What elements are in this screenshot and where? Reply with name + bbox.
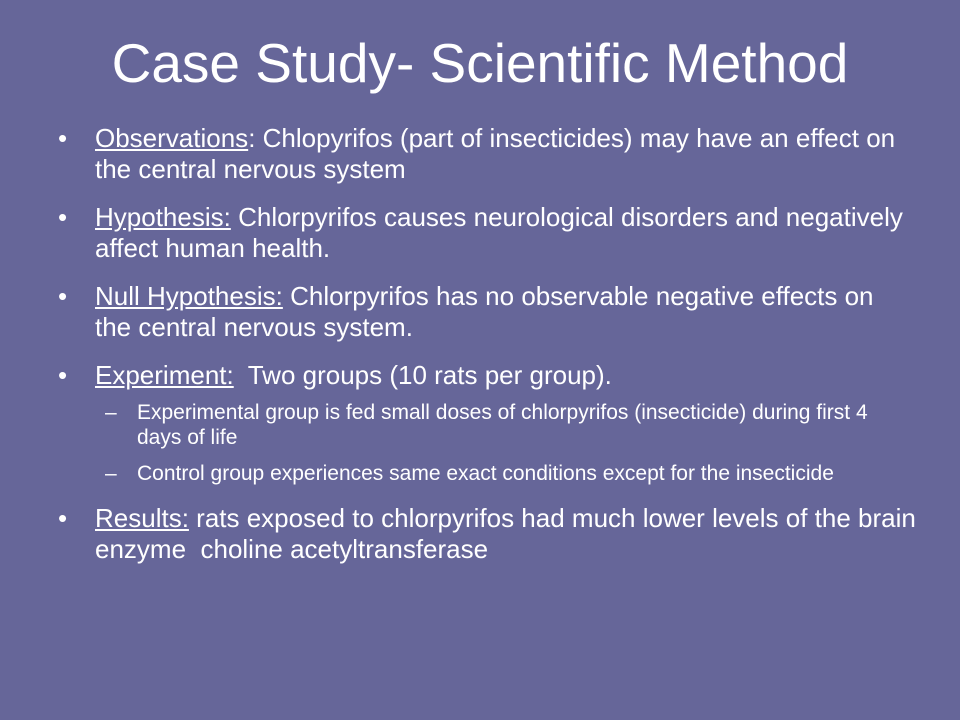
- bullet-text: Chlorpyrifos has no observable negative effects on the central nervous system.: [95, 281, 874, 342]
- bullet-separator: [283, 281, 290, 311]
- bullet-dot-icon: •: [58, 281, 68, 311]
- slide-title: Case Study- Scientific Method: [111, 32, 849, 94]
- bullet-label: Results:: [95, 503, 189, 533]
- bullet-text: rats exposed to chlorpyrifos had much lower levels of the brain enzyme choline acetyltransferase: [95, 503, 924, 564]
- bullet-dot-icon: •: [58, 503, 68, 533]
- bullet-dot-icon: •: [58, 360, 68, 390]
- sub-bullet-list: [95, 400, 916, 486]
- sub-bullet-text: Control group experiences same exact conditions except for the insecticide: [137, 462, 834, 485]
- bullet-dot-icon: •: [58, 123, 68, 153]
- bullet-experiment: [56, 360, 916, 486]
- bullet-dot-icon: •: [58, 202, 68, 232]
- bullet-separator: [234, 360, 248, 390]
- bullet-list: [56, 123, 924, 582]
- bullet-hypothesis: [56, 202, 916, 264]
- bullet-separator: :: [248, 123, 263, 153]
- bullet-label: Hypothesis:: [95, 202, 231, 232]
- bullet-null-hypothesis: [56, 281, 916, 343]
- bullet-label: Null Hypothesis:: [95, 281, 283, 311]
- sub-bullet-control-group: [95, 461, 916, 486]
- bullet-text: Chlorpyrifos causes neurological disorders and negatively affect human health.: [95, 202, 903, 263]
- bullet-label: Observations: [95, 123, 249, 153]
- dash-icon: –: [105, 401, 117, 424]
- sub-bullet-text: Experimental group is fed small doses of chlorpyrifos (insecticide) during first 4 days of life: [137, 401, 868, 449]
- bullet-text: Chlopyrifos (part of insecticides) may have an effect on the central nervous system: [95, 123, 896, 184]
- bullet-observations: [56, 123, 916, 185]
- bullet-results: [56, 503, 924, 565]
- sub-bullet-experimental-group: [95, 400, 916, 450]
- bullet-label: Experiment:: [95, 360, 234, 390]
- bullet-separator: [231, 202, 238, 232]
- bullet-text: Two groups (10 rats per group).: [247, 360, 612, 390]
- dash-icon: –: [105, 462, 117, 485]
